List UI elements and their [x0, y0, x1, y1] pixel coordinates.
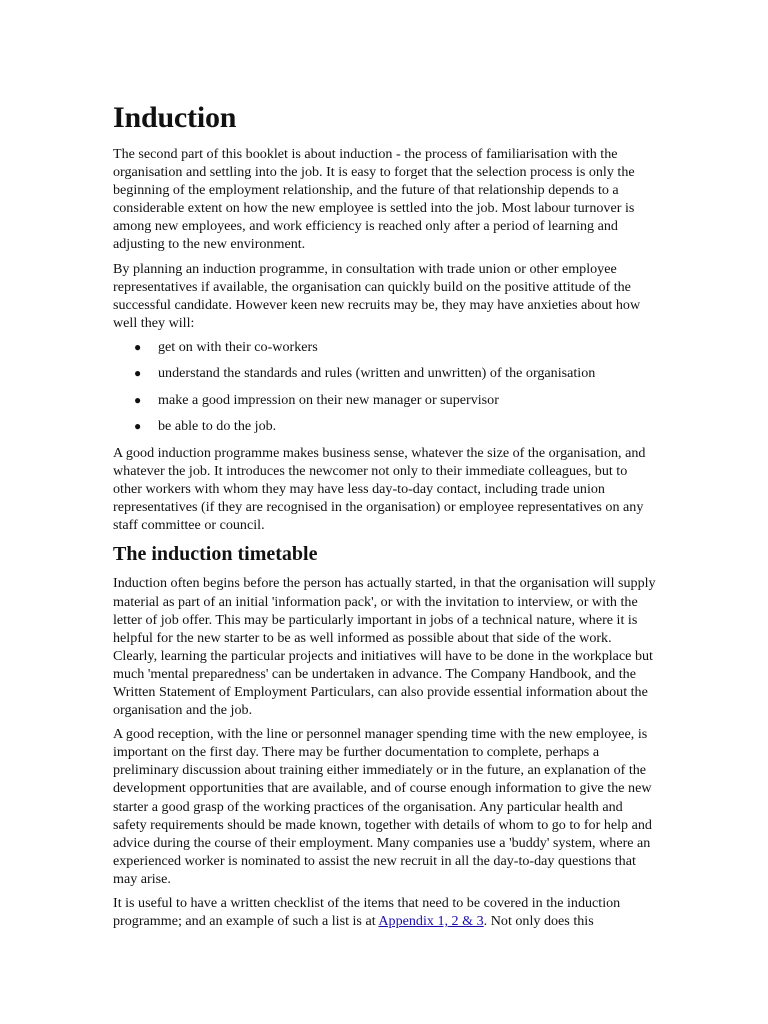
list-item — [134, 364, 658, 382]
list-item-text: get on with their co-workers — [158, 338, 318, 355]
page-title: Induction — [113, 101, 237, 134]
timetable-paragraph-1: Induction often begins before the person has actually started, in that the organisation will supply material as part of an initial 'information pack', or with the invitation to interview, or with the letter of job offer. This may be particularly important in jobs of a technical nature, where it is helpful for the new starter to be as well informed as possible about that side of the work. Clearly, learning the particular projects and initiatives will have to be done in the workplace but much 'mental preparedness' can be undertaken in advance. The Company Handbook, and the Written Statement of Employment Particulars, can also provide essential information about the organisation and the job. — [113, 575, 656, 719]
bullet-icon: ● — [134, 419, 142, 434]
list-item — [134, 417, 658, 435]
checklist-text-before: It is useful to have a written checklist of the items that need to be covered in the induction programme; and an example of such a list is at — [113, 895, 621, 930]
checklist-text-after: . Not only does this — [483, 913, 594, 930]
intro-paragraph-2: By planning an induction programme, in consultation with trade union or other employee representatives if available, the organisation can quickly build on the positive attitude of the successful candidate. However keen new recruits may be, they may have anxieties about how well they will: — [113, 260, 641, 331]
bullet-icon: ● — [134, 392, 142, 407]
list-item — [134, 391, 658, 409]
intro-paragraph-1: The second part of this booklet is about induction - the process of familiarisation with the organisation and settling into the job. It is easy to forget that the selection process is only the beginning of the employment relationship, and the future of that relationship depends to a considerable extent on how the new employee is settled into the job. Most labour turnover is among new employees, and work efficiency is reached only after a period of learning and adjusting to the new environment. — [113, 146, 635, 253]
section-heading: The induction timetable — [113, 543, 318, 566]
timetable-paragraph-2: A good reception, with the line or personnel manager spending time with the new employee, is important on the first day. There may be further documentation to complete, perhaps a preliminary discussion about training either immediately or in the future, an explanation of the development opportunities that are available, and of course enough information to give the new starter a good grasp of the working practices of the organisation. Any particular health and safety requirements should be made known, together with details of whom to go to for help and advice during the course of their employment. Many companies use a 'buddy' system, where an experienced worker is nominated to assist the new recruit in all the day-to-day questions that may arise. — [113, 726, 652, 887]
checklist-paragraph — [113, 894, 658, 930]
list-item-text: make a good impression on their new manager or supervisor — [158, 391, 499, 408]
after-list-paragraph: A good induction programme makes business sense, whatever the size of the organisation, and whatever the job. It introduces the newcomer not only to their immediate colleagues, but to other workers with whom they may have less day-to-day contact, including trade union representatives (if they are recognised in the organisation) or employee representatives on any staff committee or council. — [113, 444, 646, 534]
document-body — [113, 100, 658, 936]
list-item-text: understand the standards and rules (written and unwritten) of the organisation — [158, 365, 596, 382]
anxieties-list — [113, 338, 658, 436]
appendix-link[interactable]: Appendix 1, 2 & 3 — [378, 913, 484, 930]
list-item — [134, 338, 658, 356]
bullet-icon: ● — [134, 339, 142, 354]
bullet-icon: ● — [134, 366, 142, 381]
list-item-text: be able to do the job. — [158, 418, 277, 435]
